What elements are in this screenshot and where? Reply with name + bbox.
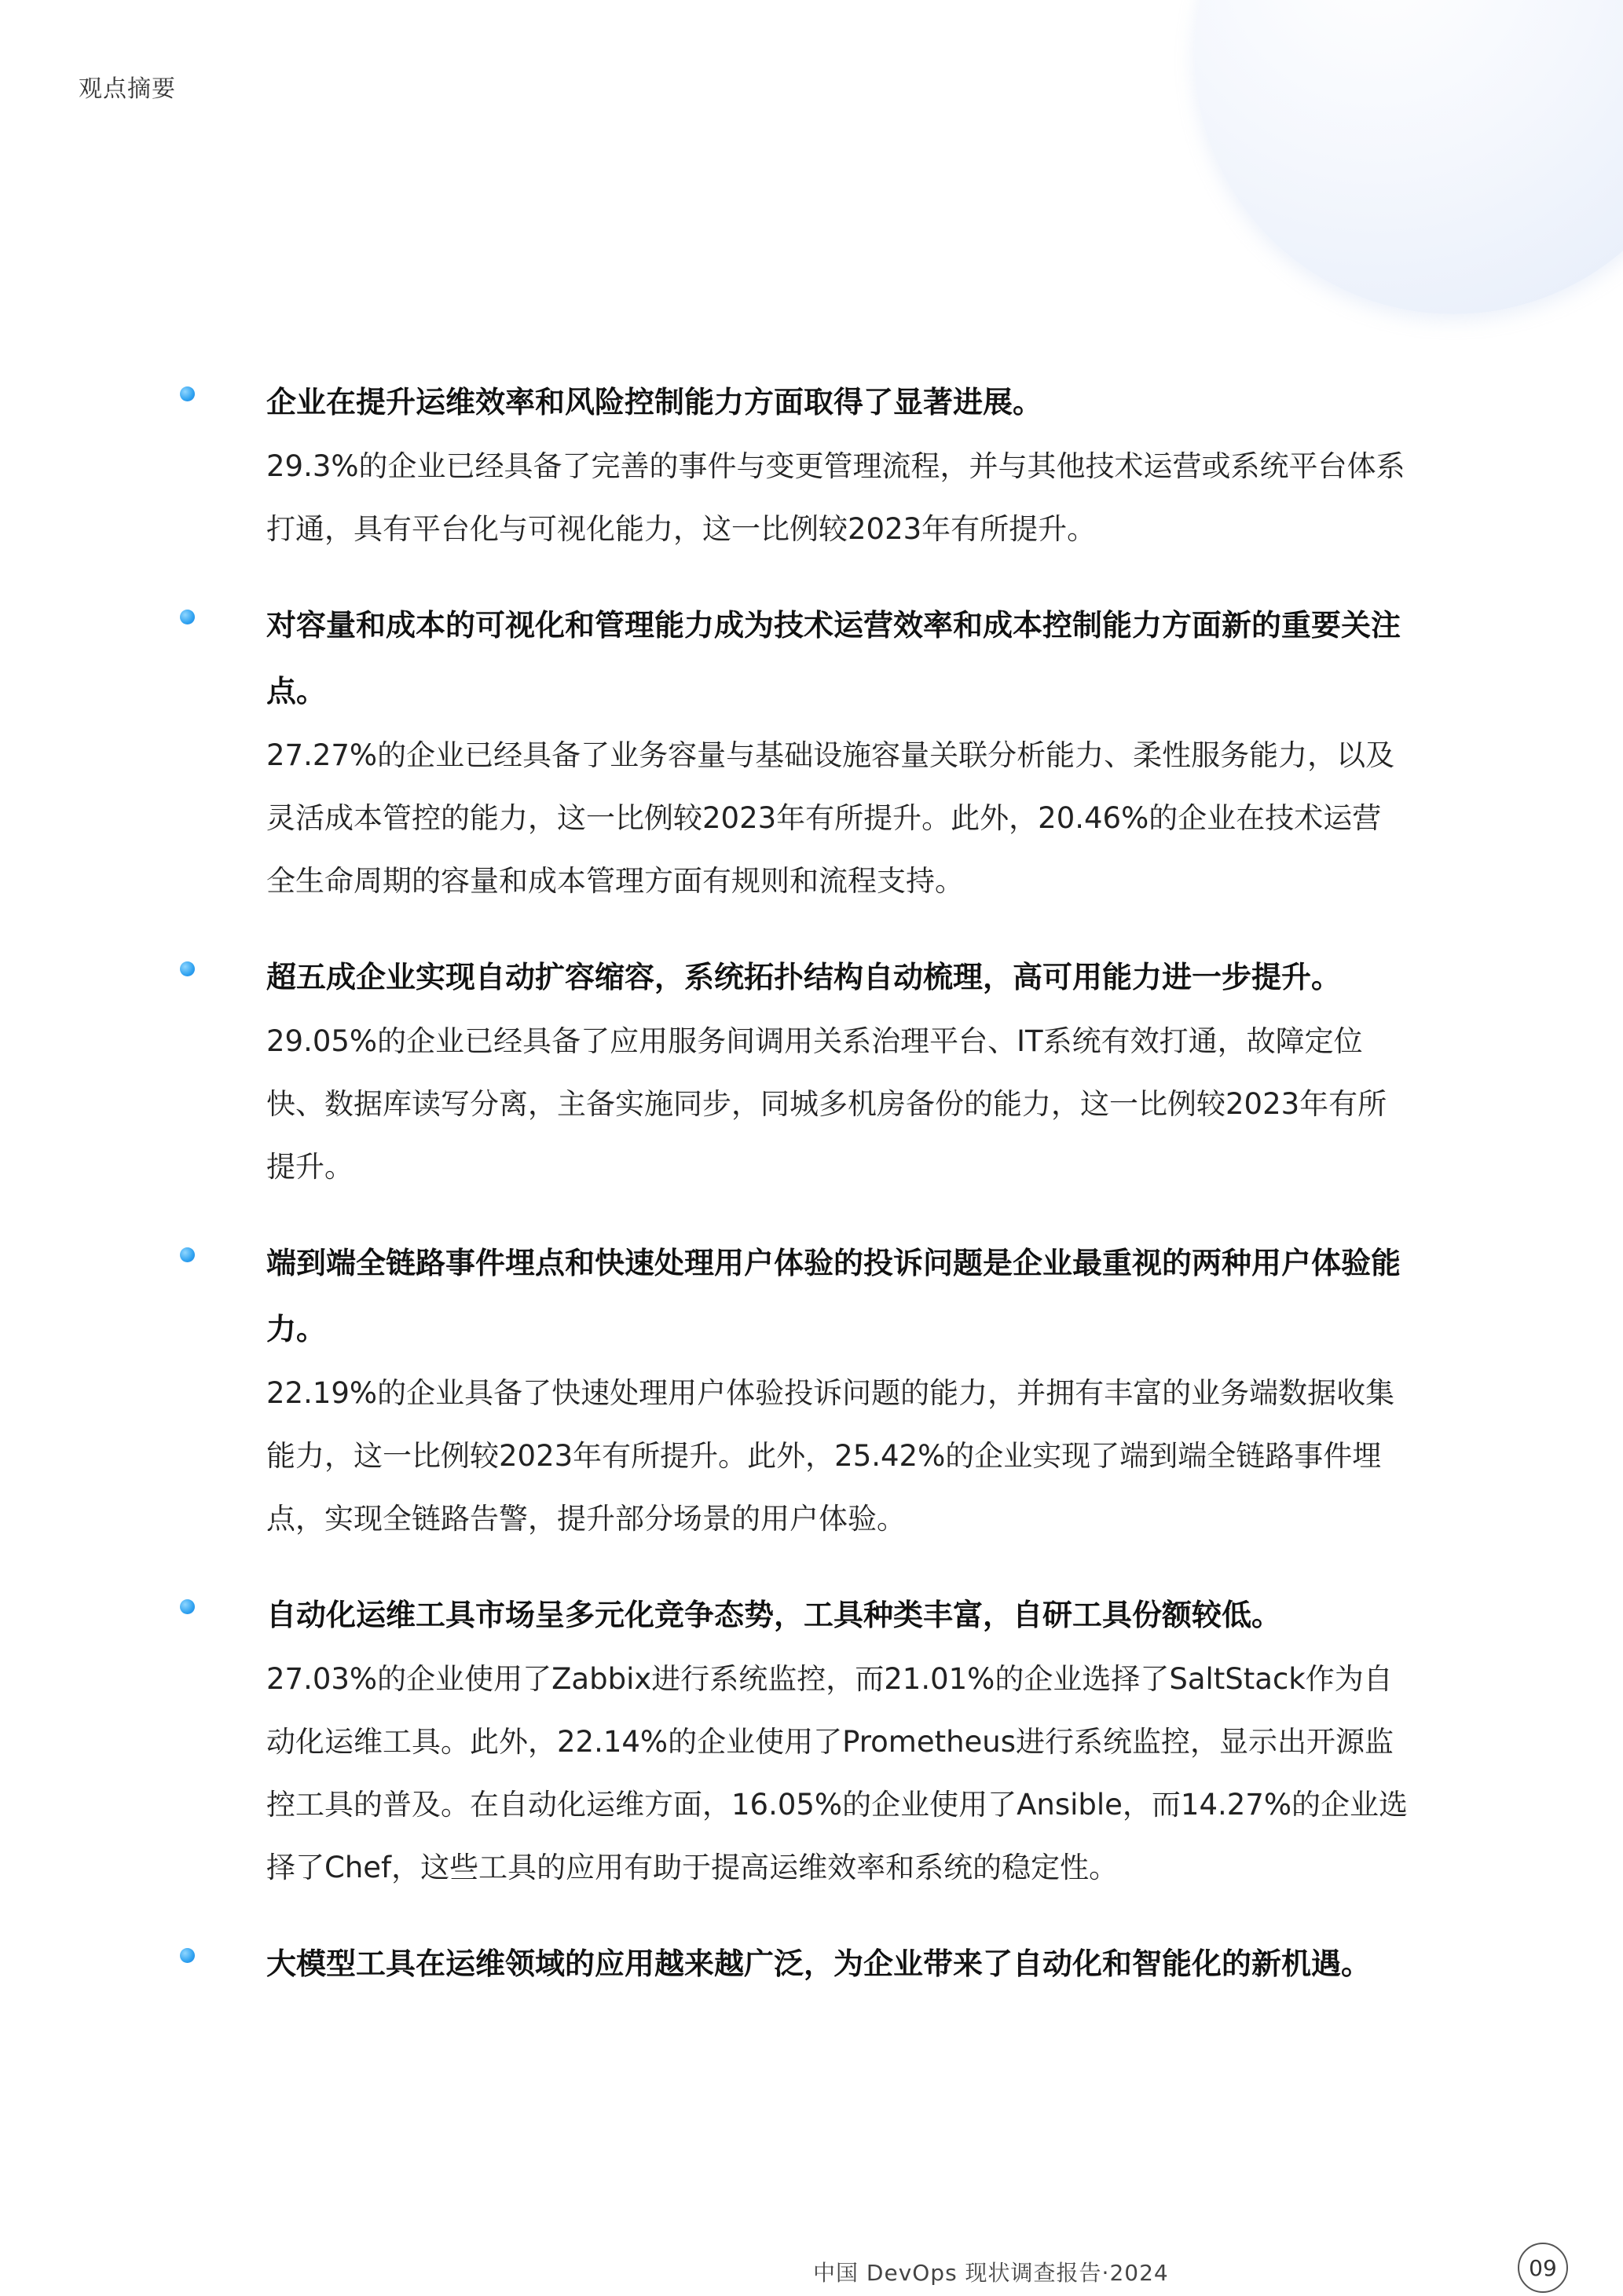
- summary-item: [224, 1582, 1410, 1899]
- summary-item: [224, 592, 1410, 913]
- summary-item-title: 对容量和成本的可视化和管理能力成为技术运营效率和成本控制能力方面新的重要关注点。: [266, 608, 1401, 709]
- summary-item-title: 端到端全链路事件埋点和快速处理用户体验的投诉问题是企业最重视的两种用户体验能力。: [266, 1246, 1401, 1346]
- bullet-dot-icon: [180, 1599, 195, 1614]
- bullet-dot-icon: [180, 1948, 195, 1963]
- summary-item: [224, 1230, 1410, 1551]
- summary-item: [224, 1931, 1410, 1997]
- footer-report-title: 中国 DevOps 现状调查报告·2024: [813, 2260, 1169, 2286]
- summary-item-title: 自动化运维工具市场呈多元化竞争态势，工具种类丰富，自研工具份额较低。: [266, 1598, 1282, 1632]
- section-label: 观点摘要: [79, 75, 176, 103]
- bullet-dot-icon: [180, 1247, 195, 1262]
- summary-item-body: 27.27%的企业已经具备了业务容量与基础设施容量关联分析能力、柔性服务能力，以及灵活成本管控的能力，这一比例较2023年有所提升。此外，20.46%的企业在技术运营全生命周期的容量和成本管理方面有规则和流程支持。: [266, 738, 1395, 898]
- page-number-badge: [1518, 2243, 1568, 2293]
- summary-item-title: 超五成企业实现自动扩容缩容，系统拓扑结构自动梳理，高可用能力进一步提升。: [266, 960, 1342, 994]
- summary-item: [224, 944, 1410, 1199]
- summary-item-title: 企业在提升运维效率和风险控制能力方面取得了显著进展。: [266, 385, 1043, 419]
- bullet-dot-icon: [180, 610, 195, 624]
- summary-item: [224, 369, 1410, 561]
- summary-item-body: 29.05%的企业已经具备了应用服务间调用关系治理平台、IT系统有效打通，故障定位快、数据库读写分离，主备实施同步，同城多机房备份的能力，这一比例较2023年有所提升。: [266, 1024, 1387, 1184]
- summary-item-title: 大模型工具在运维领域的应用越来越广泛，为企业带来了自动化和智能化的新机遇。: [266, 1946, 1372, 1981]
- summary-list: [224, 369, 1410, 2028]
- decorative-circle: [1194, 0, 1623, 314]
- bullet-dot-icon: [180, 386, 195, 401]
- summary-item-body: 22.19%的企业具备了快速处理用户体验投诉问题的能力，并拥有丰富的业务端数据收集能力，这一比例较2023年有所提升。此外，25.42%的企业实现了端到端全链路事件埋点，实现全链路告警，提升部分场景的用户体验。: [266, 1376, 1395, 1536]
- summary-item-body: 29.3%的企业已经具备了完善的事件与变更管理流程，并与其他技术运营或系统平台体系打通，具有平台化与可视化能力，这一比例较2023年有所提升。: [266, 449, 1405, 546]
- bullet-dot-icon: [180, 961, 195, 976]
- page-number: 09: [1529, 2254, 1557, 2281]
- summary-item-body: 27.03%的企业使用了Zabbix进行系统监控，而21.01%的企业选择了SaltStack作为自动化运维工具。此外，22.14%的企业使用了Prometheus进行系统监控，显示出开源监控工具的普及。在自动化运维方面，16.05%的企业使用了Ansible，而14.27%的企业选择了Chef，这些工具的应用有助于提高运维效率和系统的稳定性。: [266, 1662, 1409, 1884]
